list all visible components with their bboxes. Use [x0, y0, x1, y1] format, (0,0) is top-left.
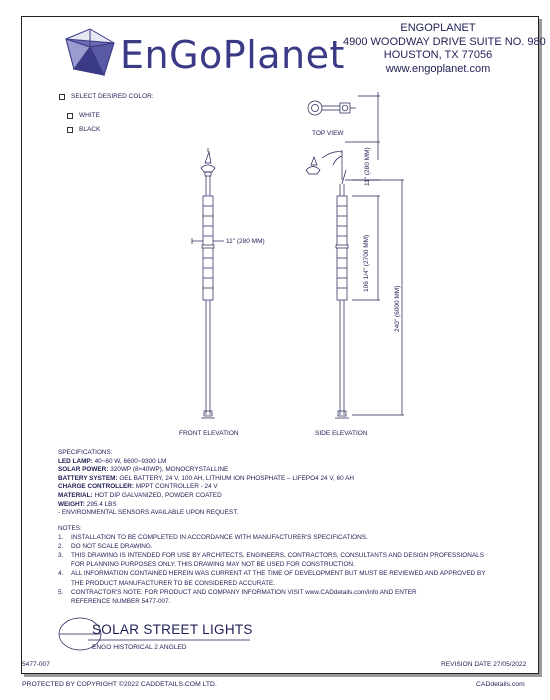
note-row: FOR PLANNING PURPOSES ONLY. THIS DRAWING MAY NOT BE USED FOR CONSTRUCTION. — [71, 561, 355, 569]
spec-row: SOLAR POWER: 320WP (8×40WP), MONOCRYSTALLINE — [58, 466, 229, 474]
note-row: 2. DO NOT SCALE DRAWING. — [58, 543, 153, 551]
revision-date: REVISION DATE 27/05/2022 — [441, 661, 527, 668]
spec-row: LED LAMP: 40~60 W, 6600~9300 LM — [58, 457, 167, 465]
spec-extra: - ENVIRONMENTAL SENSORS AVAILABLE UPON REQUEST. — [58, 509, 239, 517]
company-address-line1: 4900 WOODWAY DRIVE SUITE NO. 980 — [343, 35, 546, 48]
dim-panel-height: 106 1/4" (2700 MM) — [363, 234, 370, 292]
spec-row: WEIGHT: 295.4 LBS — [58, 500, 117, 508]
dim-total-height: 240" (6000 MM) — [394, 285, 401, 332]
brand-name: EnGoPlanet — [120, 33, 345, 77]
specs-heading: SPECIFICATIONS: — [58, 449, 113, 456]
side-elevation-label: SIDE ELEVATION — [315, 430, 368, 437]
note-row: 3. THIS DRAWING IS INTENDED FOR USE BY ARCHITECTS, ENGINEERS, CONTRACTORS, CONSULTANTS AND DESIGN PROFESSIONALS — [58, 552, 484, 560]
note-row: 5. CONTRACTOR'S NOTE: FOR PRODUCT AND COMPANY INFORMATION VISIT www.CADdetails.com/info AND ENTER — [58, 588, 417, 596]
spec-row: BATTERY SYSTEM: GEL BATTERY, 24 V, 100 AH, LITHIUM ION PHOSPHATE – LIFEPO4 24 V, 60 AH — [58, 474, 354, 482]
drawing-subtitle: ENGO HISTORICAL 2 ANGLED — [92, 644, 187, 651]
spec-row: MATERIAL: HOT DIP GALVANIZED, POWDER COATED — [58, 491, 222, 499]
reference-number: 5477-007 — [22, 661, 50, 668]
color-select-heading: SELECT DESIRED COLOR: — [59, 93, 154, 100]
drawing-title: SOLAR STREET LIGHTS — [92, 622, 253, 637]
dim-front-width: 11" (280 MM) — [226, 238, 265, 245]
company-name: ENGOPLANET — [400, 22, 476, 34]
note-row: REFERENCE NUMBER 5477-007. — [71, 597, 171, 605]
copyright-text: PROTECTED BY COPYRIGHT ©2022 CADDETAILS.COM LTD. — [22, 681, 217, 688]
company-website: www.engoplanet.com — [385, 62, 491, 75]
color-option-black[interactable]: BLACK — [67, 126, 100, 133]
caddetails-link[interactable]: CADdetails.com — [476, 681, 525, 688]
note-row: THE PRODUCT MANUFACTURER TO BE CONSIDERED ACCURATE. — [71, 579, 276, 587]
color-option-white[interactable]: WHITE — [67, 112, 100, 119]
notes-heading: NOTES: — [58, 525, 82, 532]
top-view-label: TOP VIEW — [312, 130, 344, 137]
note-row: 4. ALL INFORMATION CONTAINED HEREIN WAS CURRENT AT THE TIME OF DEVELOPMENT BUT MUST BE REVIEWED AND APPROVED BY — [58, 570, 486, 578]
spec-row: CHARGE CONTROLLER: MPPT CONTROLLER - 24 V — [58, 483, 218, 491]
note-row: 1. INSTALLATION TO BE COMPLETED IN ACCORDANCE WITH MANUFACTURER'S SPECIFICATIONS. — [58, 534, 368, 542]
company-address-line2: HOUSTON, TX 77056 — [383, 49, 493, 61]
dim-top-height: 11" (280 MM) — [364, 147, 371, 186]
front-elevation-label: FRONT ELEVATION — [179, 430, 239, 437]
